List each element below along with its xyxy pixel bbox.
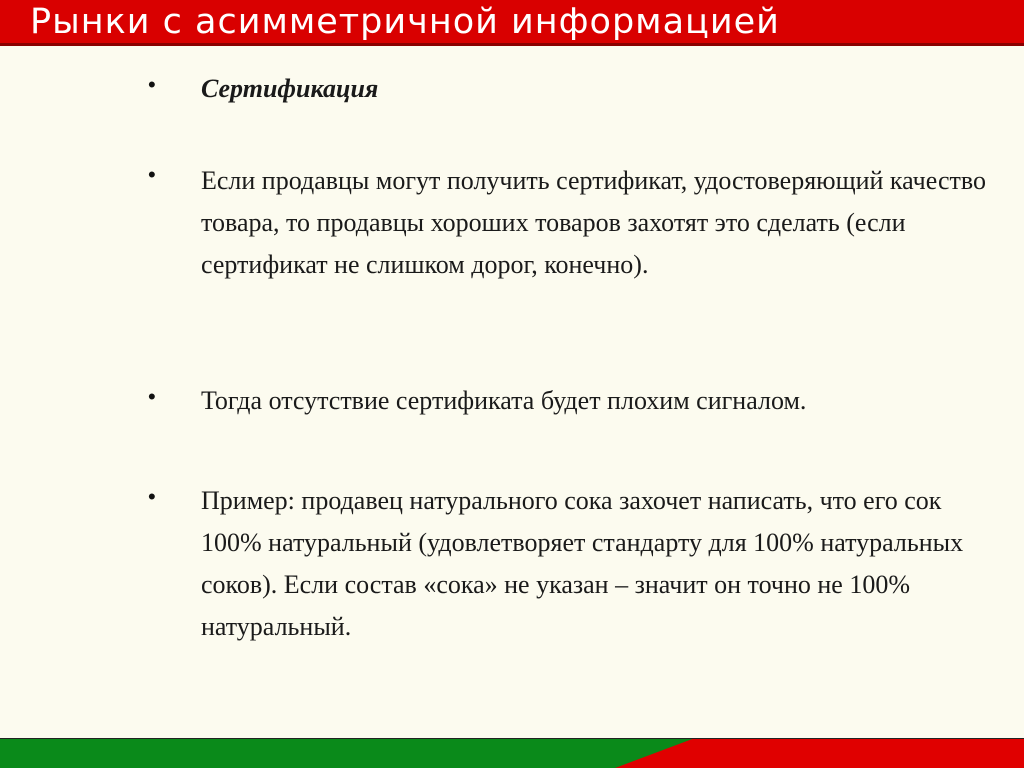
slide-title: Рынки с асимметричной информацией: [30, 2, 780, 42]
bullet-text: Пример: продавец натурального сока захочет написать, что его сок 100% натуральный (удовлетворяет стандарту для 100% натуральных соков). Если состав «сока» не указан – значит он точно не 100% натуральный.: [201, 486, 964, 641]
bullet-text: Если продавцы могут получить сертификат, удостоверяющий качество товара, то продавцы хороших товаров захотят это сделать (если сертификат не слишком дорог, конечно).: [201, 166, 986, 279]
bullet-marker: •: [148, 72, 156, 97]
bullet-text: Тогда отсутствие сертификата будет плохим сигналом.: [201, 386, 807, 415]
bullet-marker: •: [148, 162, 156, 187]
bullet-marker: •: [148, 384, 156, 409]
bullet-text: Сертификация: [201, 74, 379, 103]
footer-stripe: [0, 738, 1024, 768]
bullet-marker: •: [148, 484, 156, 509]
